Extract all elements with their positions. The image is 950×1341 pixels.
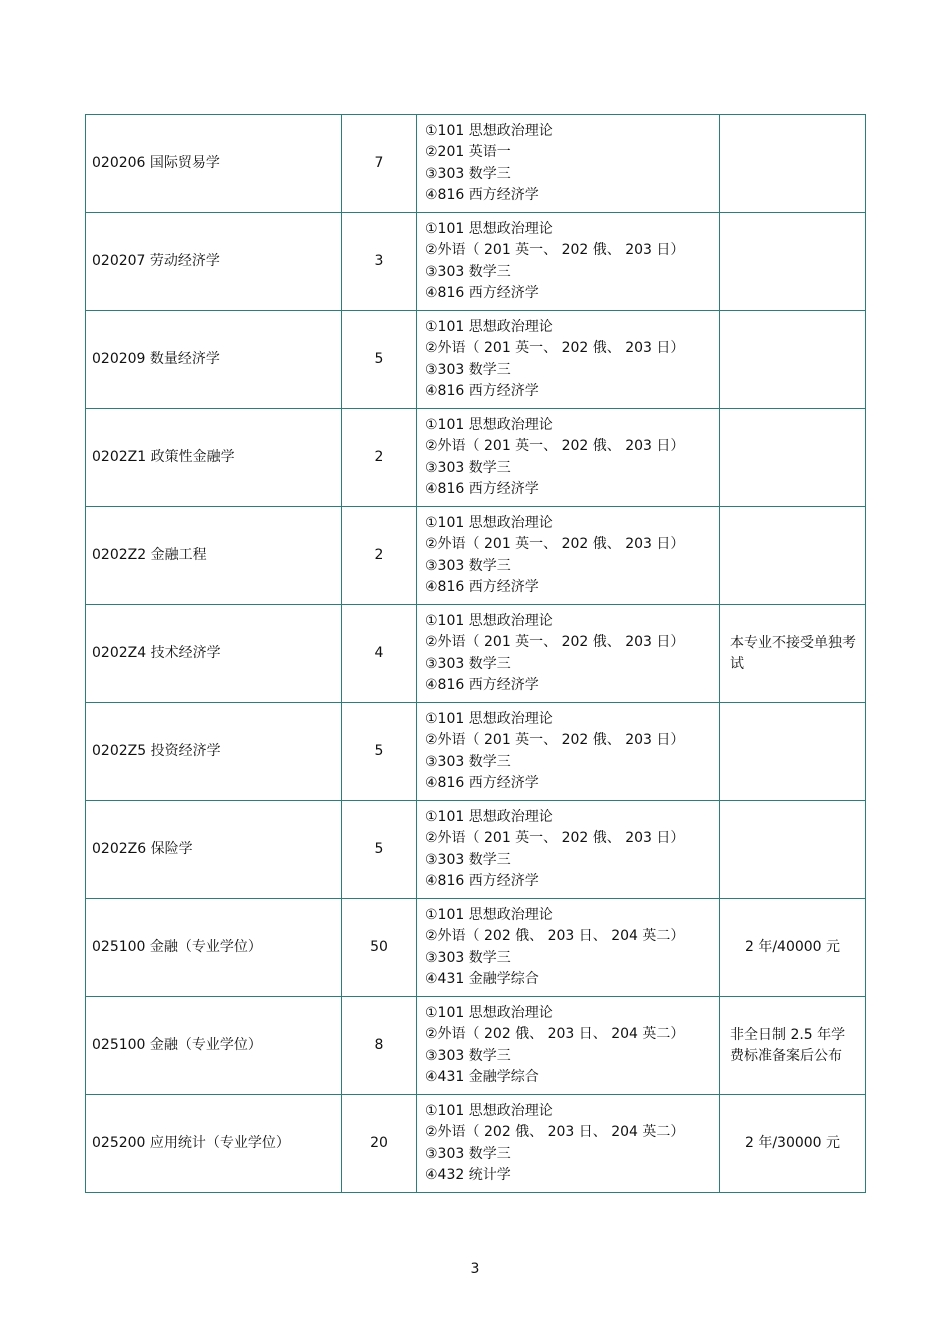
- exam-subject-line: ③303 数学三: [425, 361, 511, 378]
- major-cell: 0202Z5 投资经济学: [86, 703, 342, 801]
- exam-subject-line: ①101 思想政治理论: [425, 710, 553, 727]
- enrollment-count-cell: 5: [342, 311, 417, 409]
- exam-subject-line: ④816 西方经济学: [425, 579, 539, 595]
- exam-subject-line: ②外语（ 201 英一、 202 俄、 203 日）: [425, 340, 685, 356]
- exam-subject-line: ②外语（ 202 俄、 203 日、 204 英二）: [425, 1026, 685, 1042]
- exam-subject-line: ④432 统计学: [425, 1167, 511, 1183]
- exam-subject-line: ④816 西方经济学: [425, 285, 539, 301]
- exam-subject-line: ①101 思想政治理论: [425, 318, 553, 335]
- exam-subject-line: ④816 西方经济学: [425, 383, 539, 399]
- remarks-cell: [720, 409, 866, 507]
- exam-subjects-cell: [417, 1095, 720, 1193]
- exam-subjects-cell: [417, 507, 720, 605]
- major-cell: 025100 金融（专业学位）: [86, 899, 342, 997]
- exam-subject-line: ②外语（ 202 俄、 203 日、 204 英二）: [425, 928, 685, 944]
- enrollment-table: [85, 114, 866, 1193]
- exam-subject-line: ③303 数学三: [425, 753, 511, 770]
- table-row: [86, 311, 866, 409]
- exam-subject-line: ②201 英语一: [425, 144, 511, 160]
- exam-subject-line: ③303 数学三: [425, 851, 511, 868]
- table-row: [86, 409, 866, 507]
- exam-subject-line: ③303 数学三: [425, 949, 511, 966]
- table-row: [86, 605, 866, 703]
- exam-subject-line: ①101 思想政治理论: [425, 416, 553, 433]
- enrollment-count-cell: 4: [342, 605, 417, 703]
- remarks-cell: 2 年/30000 元: [720, 1095, 866, 1193]
- exam-subjects-cell: [417, 115, 720, 213]
- enrollment-count-cell: 2: [342, 409, 417, 507]
- remarks-cell: [720, 703, 866, 801]
- exam-subject-line: ①101 思想政治理论: [425, 1102, 553, 1119]
- remarks-cell: [720, 213, 866, 311]
- exam-subject-line: ②外语（ 201 英一、 202 俄、 203 日）: [425, 242, 685, 258]
- major-cell: 0202Z6 保险学: [86, 801, 342, 899]
- exam-subjects-cell: [417, 311, 720, 409]
- table-row: [86, 213, 866, 311]
- enrollment-count-cell: 3: [342, 213, 417, 311]
- exam-subjects-cell: [417, 899, 720, 997]
- exam-subject-line: ①101 思想政治理论: [425, 808, 553, 825]
- exam-subject-line: ②外语（ 201 英一、 202 俄、 203 日）: [425, 830, 685, 846]
- remarks-cell: [720, 115, 866, 213]
- major-cell: 0202Z1 政策性金融学: [86, 409, 342, 507]
- table-body: [86, 115, 866, 1193]
- exam-subject-line: ④816 西方经济学: [425, 187, 539, 203]
- table-row: [86, 507, 866, 605]
- exam-subjects-cell: [417, 997, 720, 1095]
- table-row: [86, 899, 866, 997]
- exam-subject-line: ①101 思想政治理论: [425, 514, 553, 531]
- exam-subjects-cell: [417, 409, 720, 507]
- enrollment-count-cell: 7: [342, 115, 417, 213]
- major-cell: 025200 应用统计（专业学位）: [86, 1095, 342, 1193]
- remarks-cell: 本专业不接受单独考试: [720, 605, 866, 703]
- exam-subjects-cell: [417, 213, 720, 311]
- exam-subject-line: ②外语（ 201 英一、 202 俄、 203 日）: [425, 732, 685, 748]
- exam-subjects-cell: [417, 605, 720, 703]
- enrollment-count-cell: 5: [342, 801, 417, 899]
- table-row: [86, 1095, 866, 1193]
- major-cell: 020209 数量经济学: [86, 311, 342, 409]
- exam-subjects-cell: [417, 801, 720, 899]
- exam-subject-line: ①101 思想政治理论: [425, 612, 553, 629]
- exam-subject-line: ①101 思想政治理论: [425, 220, 553, 237]
- exam-subject-line: ③303 数学三: [425, 459, 511, 476]
- major-cell: 020206 国际贸易学: [86, 115, 342, 213]
- exam-subject-line: ①101 思想政治理论: [425, 122, 553, 139]
- enrollment-count-cell: 20: [342, 1095, 417, 1193]
- exam-subjects-cell: [417, 703, 720, 801]
- exam-subject-line: ③303 数学三: [425, 655, 511, 672]
- exam-subject-line: ②外语（ 201 英一、 202 俄、 203 日）: [425, 536, 685, 552]
- enrollment-count-cell: 50: [342, 899, 417, 997]
- exam-subject-line: ④816 西方经济学: [425, 873, 539, 889]
- exam-subject-line: ④816 西方经济学: [425, 775, 539, 791]
- exam-subject-line: ④431 金融学综合: [425, 1069, 539, 1085]
- page-number: 3: [470, 1261, 480, 1277]
- exam-subject-line: ②外语（ 201 英一、 202 俄、 203 日）: [425, 438, 685, 454]
- major-cell: 025100 金融（专业学位）: [86, 997, 342, 1095]
- major-cell: 020207 劳动经济学: [86, 213, 342, 311]
- remarks-cell: [720, 801, 866, 899]
- enrollment-table-wrapper: [85, 114, 865, 1193]
- enrollment-count-cell: 2: [342, 507, 417, 605]
- exam-subject-line: ④816 西方经济学: [425, 677, 539, 693]
- exam-subject-line: ③303 数学三: [425, 165, 511, 182]
- enrollment-count-cell: 8: [342, 997, 417, 1095]
- table-row: [86, 997, 866, 1095]
- remarks-cell: 非全日制 2.5 年学费标准备案后公布: [720, 997, 866, 1095]
- exam-subject-line: ③303 数学三: [425, 1047, 511, 1064]
- remarks-cell: 2 年/40000 元: [720, 899, 866, 997]
- enrollment-count-cell: 5: [342, 703, 417, 801]
- exam-subject-line: ②外语（ 201 英一、 202 俄、 203 日）: [425, 634, 685, 650]
- remarks-cell: [720, 311, 866, 409]
- exam-subject-line: ④431 金融学综合: [425, 971, 539, 987]
- major-cell: 0202Z4 技术经济学: [86, 605, 342, 703]
- table-row: [86, 703, 866, 801]
- exam-subject-line: ①101 思想政治理论: [425, 1004, 553, 1021]
- exam-subject-line: ③303 数学三: [425, 263, 511, 280]
- exam-subject-line: ①101 思想政治理论: [425, 906, 553, 923]
- major-cell: 0202Z2 金融工程: [86, 507, 342, 605]
- remarks-cell: [720, 507, 866, 605]
- exam-subject-line: ③303 数学三: [425, 557, 511, 574]
- exam-subject-line: ②外语（ 202 俄、 203 日、 204 英二）: [425, 1124, 685, 1140]
- table-row: [86, 801, 866, 899]
- exam-subject-line: ③303 数学三: [425, 1145, 511, 1162]
- table-row: [86, 115, 866, 213]
- exam-subject-line: ④816 西方经济学: [425, 481, 539, 497]
